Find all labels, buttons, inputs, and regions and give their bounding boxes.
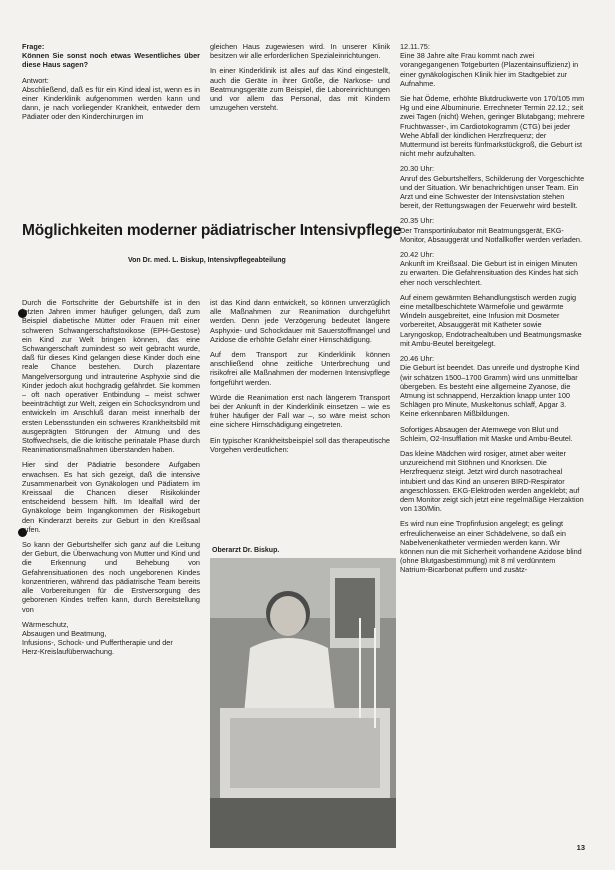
doctor-photo-illustration <box>210 558 396 848</box>
col3-entry-6: Auf einem gewärmten Behandlungstisch werden zugig eine metallbeschichtete Wärmefolie und gewärmte Windeln ausgebreitet, eine Infusion mit Dosmeter vorbereitet, Absauggerät mit Katheter sowie Laryngoskop, Endotrachealtuben und Beatmungsmaske mit Ambu-Beutel bereitgelegt. <box>400 292 582 348</box>
col2-p1: ist das Kind dann entwickelt, so können unverzüglich alle Maßnahmen zur Reanimation durchgeführt werden. Denn jede Verzögerung bedeutet längere Asphyxie- und Schockdauer mit Sauerstoffmangel und Azidose die erhöhte Gefahr einer Hirnschädigung. <box>210 298 390 344</box>
answer-label: Antwort: <box>22 75 49 85</box>
interview-col2-p1: gleichen Haus zugewiesen wird. In unserer Klinik besitzen wir alle erforderlichen Spezialeinrichtungen. <box>210 42 390 61</box>
col3-entry-9: Das kleine Mädchen wird rosiger, atmet aber weiter unzureichend mit Stöhnen und Knorksen. Die Herzfrequenz steigt. Jetzt wird durch nasotracheal intubiert und das Kind an unseren BIRD-Respirator angeschlossen. EKG-Elektroden werden angeklebt; auf dem Monitor zeigt sich jetzt eine regelmäßige Herzaktion von 130/Min. <box>400 448 584 514</box>
article-col2 <box>210 298 390 460</box>
article-byline: Von Dr. med. L. Biskup, Intensivpflegeabteilung <box>128 257 286 264</box>
col1-p1: Durch die Fortschritte der Geburtshilfe ist in den letzten Jahren immer häufiger gelungen, daß zum Beispiel diabetische Mütter oder Frauen mit einer schweren Schwangerschaftstoxikose (EPH-Gestose) ein Kind zur Welt bringen können, das eine Schwangerschaft zumindest so weit gebracht wurde, daß für dieses Kind gelangen diese Kinder doch eine reale Chance bestehen. Durch plazentare Mangelversorgung und intrauterine Asphyxie sind die Kinder jedoch akut hochgradig gefährdet. Sie kommen – oft nach operativer Entbindung – meist schwer beeinträchtigt zur Welt, zeigen ein Schocksyndrom und entwickeln im Anschluß daran meist innerhalb der ersten Lebensstunden ein schweres Krankheitsbild mit ausgeprägten Störungen der Atmung und des Stoffwechsels, die die kritische perinatale Phase durch Reanimationsmaßnahmen überstanden haben. <box>22 298 200 455</box>
col3-entry-10: Es wird nun eine Tropfinfusion angelegt; es gelingt erfreulicherweise an einer Schädelvene, so daß ein Nabelvenenkatheter vermieden werden kann. Wir können nun die mit Sicherheit vorhandene Azidose blind (ohne Blutgasbestimmung) mit 8 ml verdünntem Natrium-Bicarbonat puffern und zusätz- <box>400 519 582 575</box>
doctor-photo <box>210 558 396 848</box>
col3-entry-1: 12.11.75: Eine 38 Jahre alte Frau kommt nach zwei vorangegangenen Totgeburten (Plazentainsuffizienz) in einer gynäkologischen Klinik hier im Stadtgebiet zur Aufnahme. <box>400 42 579 88</box>
article-col1 <box>22 298 200 663</box>
article-title: Möglichkeiten moderner pädiatrischer Intensivpflege <box>22 222 402 239</box>
interview-question <box>22 42 200 70</box>
question-text: Können Sie sonst noch etwas Wesentliches über diese Haus sagen? <box>22 51 200 70</box>
col3-entry-8: Sofortiges Absaugen der Atemwege von Blut und Schleim, O2-Insufflation mit Maske und Ambu-Beutel. <box>400 424 573 443</box>
interview-col2-p2: In einer Kinderklinik ist alles auf das Kind eingestellt, auch die Geräte in ihrer Größe, die Narkose- und Beatmungsgeräte zum Beispiel, die Laboreinrichtungen und vor allem das Personal, das mit Kindern umzugehen versteht. <box>210 66 390 113</box>
col3-entry-4: 20.35 Uhr: Der Transportinkubator mit Beatmungsgerät, EKG-Monitor, Absauggerät und Notfallkoffer werden verladen. <box>400 216 582 244</box>
article-col3 <box>400 42 585 581</box>
col1-p2: Hier sind der Pädiatrie besondere Aufgaben erwachsen. Es hat sich gezeigt, daß die intensive Zusammenarbeit von Gynäkologen und Pädiatern im Kreissaal die Chancen dieser Risikokinder entscheidend bessern hilft. Im Idealfall wird der Gynäkologe beim Ingangkommen der Risikogeburt den Kinderarzt bereits zur Geburt in den Kreißsaal rufen. <box>22 460 200 534</box>
photo-caption: Oberarzt Dr. Biskup. <box>212 547 280 554</box>
answer-text: Abschließend, daß es für ein Kind ideal ist, wenn es in einer Kinderklinik aufgenommen werden kann und dann, je nach vorliegender Krankheit, entweder dem Pädiater oder den Kinderchirurgen im <box>22 84 200 122</box>
col3-entry-2: Sie hat Ödeme, erhöhte Blutdruckwerte von 170/105 mm Hg und eine Albuminurie. Errechneter Termin 22.12.; seit zwei Tagen (nicht) Wehen, geringer Blutabgang; mehrere Fruchtwasser-, im Cardiotokogramm (CTG) bei jeder Wehe Abfall der kindlichen Herzfrequenz; der Muttermund ist bereits fünfmarkstückgroß, die Geburt ist nicht mehr aufzuhalten. <box>400 94 585 159</box>
interview-answer <box>22 76 200 122</box>
col3-entry-5: 20.42 Uhr: Ankunft im Kreißsaal. Die Geburt ist in einigen Minuten zu erwarten. Die Gefahrensituation des Kindes hat sich eher noch verschlechtert. <box>400 250 579 287</box>
col2-p4: Ein typischer Krankheitsbeispiel soll das therapeutische Vorgehen verdeutlichen: <box>210 435 390 454</box>
interview-col1 <box>22 42 200 128</box>
interview-col2 <box>210 42 390 118</box>
page-number: 13 <box>576 843 585 852</box>
col1-p4: Wärmeschutz, Absaugen und Beatmung, Infusions-, Schock- und Puffertherapie und der Herz-Kreislaufüberwachung. <box>22 619 173 657</box>
col2-p2: Auf dem Transport zur Kinderklinik können anschließend ohne zeitliche Unterbrechung und risikofrei alle Maßnahmen der modernen Intensivpflege fortgeführt werden. <box>210 350 390 387</box>
col3-entry-7: 20.46 Uhr: Die Geburt ist beendet. Das unreife und dystrophe Kind (wir schätzen 1500–1700 Gramm) wird uns unmittelbar übergeben. Es besteht eine allgemeine Zyanose, die Atmung ist schnappend, Herzaktion knapp unter 100 Schlägen pro Minute, Muskeltonus schlaff, Apgar 3. Keine erkennbaren Mißbildungen. <box>400 354 580 419</box>
col1-p3: So kann der Geburtshelfer sich ganz auf die Leitung der Geburt, die Überwachung von Mutter und Kind und die Erkennung und Behebung von Gefahrensituationen des noch ungeborenen Kindes konzentrieren, während das pädiatrische Team bereits alle Vorbereitungen für die Erstversorgung des geborenen Kindes treffen kann, durch Bereitstellung von <box>22 540 200 614</box>
col3-entry-3: 20.30 Uhr: Anruf des Geburtshelfers, Schilderung der Vorgeschichte und der Situation. Wir benachrichtigen unser Team. Ein Arzt und eine Schwester der Intensivstation stehen bereit, der Rettungswagen der Feuerwehr wird bestellt. <box>400 164 585 211</box>
question-label: Frage: <box>22 42 45 51</box>
col2-p3: Würde die Reanimation erst nach längerem Transport bei der Ankunft in der Kinderklinik einsetzen – wie es früher häufiger der Fall war –, so wäre meist schon eine sichere Hirnschädigung eingetreten. <box>210 392 390 430</box>
